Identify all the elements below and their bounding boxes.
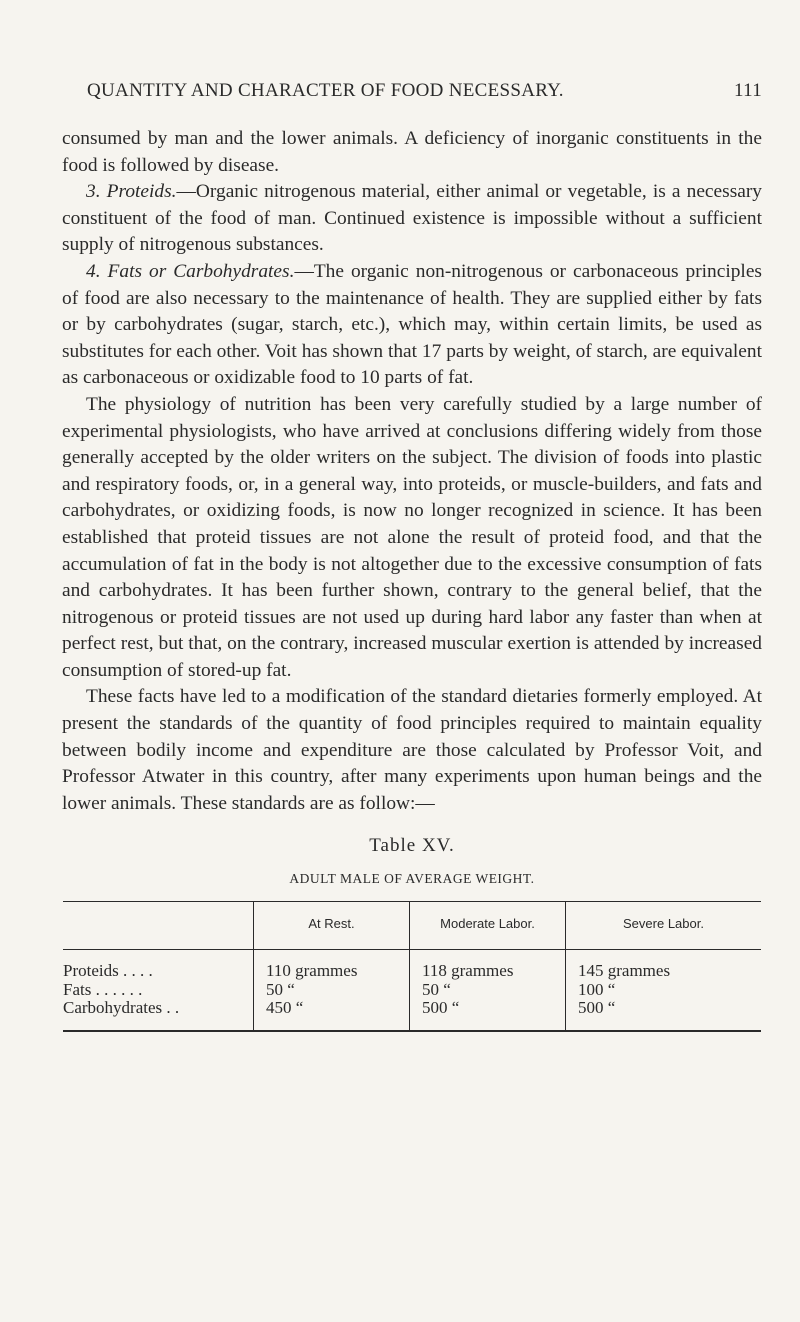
column-header-moderate: Moderate Labor. <box>410 902 566 950</box>
column-header-severe: Severe Labor. <box>566 902 762 950</box>
at-rest-cell <box>254 950 410 1031</box>
severe-fats: 100 “ <box>578 979 616 999</box>
severe-cell <box>566 950 762 1031</box>
chapter-title: QUANTITY AND CHARACTER OF FOOD NECESSARY. <box>87 80 564 101</box>
moderate-carbohydrates: 500 “ <box>422 998 460 1018</box>
running-head <box>62 80 762 102</box>
at-rest-carbohydrates: 450 “ <box>266 998 304 1018</box>
table-subtitle: ADULT MALE OF AVERAGE WEIGHT. <box>289 871 535 887</box>
at-rest-proteids: 110 grammes <box>266 961 358 981</box>
table-title: Table XV. <box>369 835 455 857</box>
page-number: 111 <box>734 80 762 101</box>
table-row <box>63 950 761 1031</box>
paragraph-proteids <box>62 179 762 259</box>
row-labels-cell <box>63 950 254 1031</box>
proteids-text: —Organic nitrogenous material, either animal or vegetable, is a necessary constituent of the food of man. Continued existence is impossible without a sufficient supply of nitrogenous substances. <box>62 181 762 256</box>
paragraph: These facts have led to a modification of the standard dietaries formerly employed. At present the standards of the quantity of food principles required to maintain equality between bodily income and expenditure are those calculated by Professor Voit, and Professor Atwater in this country, after many experiments upon human beings and the lower animals. These standards are as follow:— <box>62 686 762 814</box>
paragraph: The physiology of nutrition has been very carefully studied by a large number of experimental physiologists, who have arrived at conclusions differing widely from those generally accepted by the older writers on the subject. The division of foods into plastic and respiratory foods, or, in a general way, into proteids, or muscle-builders, and fats and carbohydrates, or oxidizing foods, is now no longer recognized in science. It has been established that proteid tissues are not alone the result of proteid food, and that the accumulation of fat in the body is not altogether due to the excessive consumption of fats and carbohydrates. It has been further shown, contrary to the general belief, that the nitrogenous or proteid tissues are not used up during hard labor any faster than when at perfect rest, but that, on the contrary, increased muscular exertion is attended by increased consumption of stored-up fat. <box>62 393 762 681</box>
row-label-carbohydrates: Carbohydrates . . <box>63 998 180 1018</box>
row-label-fats: Fats . . . . . . <box>63 979 143 999</box>
fats-heading: 4. Fats or Carbohydrates. <box>86 260 295 282</box>
book-page <box>62 80 762 1032</box>
column-header-at-rest: At Rest. <box>254 902 410 950</box>
paragraph-fats <box>62 259 762 392</box>
severe-carbohydrates: 500 “ <box>578 998 616 1018</box>
moderate-fats: 50 “ <box>422 979 451 999</box>
moderate-cell <box>410 950 566 1031</box>
fats-text: —The organic non-nitrogenous or carbonaceous principles of food are also necessary to the maintenance of health. They are supplied either by fats or by carbohydrates (sugar, starch, etc.), which may, within certain limits, be used as substitutes for each other. Voit has shown that 17 parts by weight, of starch, are equivalent as carbonaceous or oxidizable food to 10 parts of fat. <box>62 260 762 389</box>
row-label-proteids: Proteids . . . . <box>63 961 153 981</box>
proteids-heading: 3. Proteids. <box>86 181 177 203</box>
column-header <box>63 902 254 950</box>
at-rest-fats: 50 “ <box>266 979 295 999</box>
moderate-proteids: 118 grammes <box>422 961 514 981</box>
paragraph: consumed by man and the lower animals. A deficiency of inorganic constituents in the food is followed by disease. <box>62 128 762 176</box>
severe-proteids: 145 grammes <box>578 961 671 981</box>
food-standards-table <box>63 901 761 1032</box>
